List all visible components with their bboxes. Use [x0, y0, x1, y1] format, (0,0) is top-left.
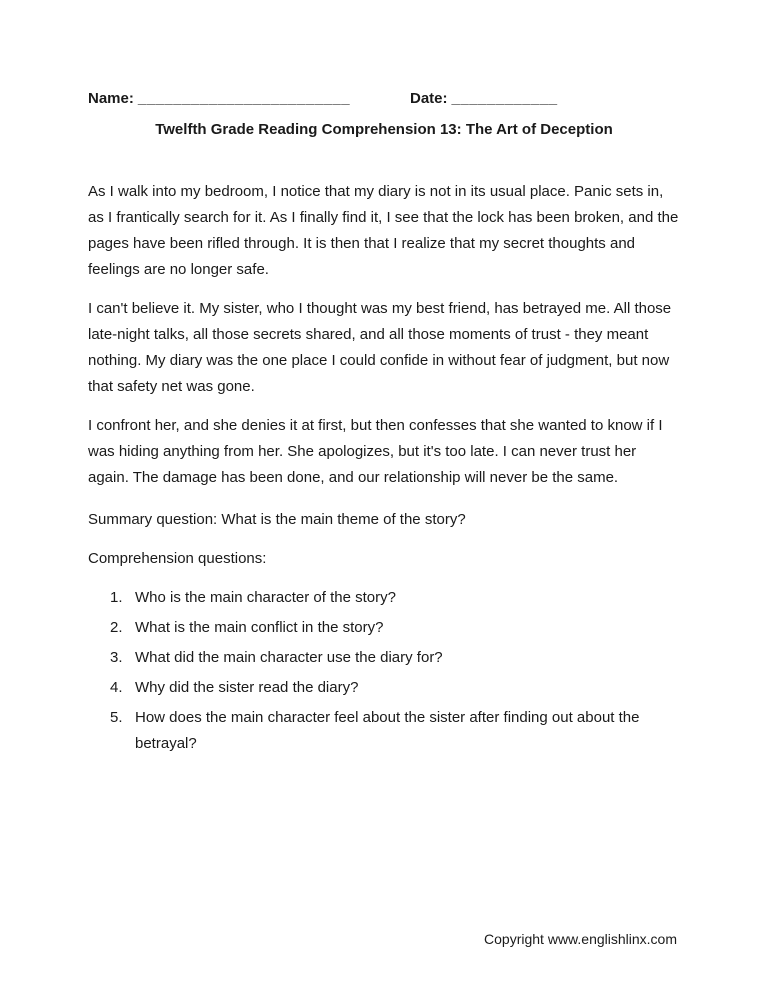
question-number-1: 1. [110, 589, 123, 606]
name-blank-line: ________________________ [137, 90, 351, 107]
question-number-2: 2. [110, 619, 123, 636]
question-item-4 [110, 675, 680, 701]
question-number-3: 3. [110, 649, 123, 666]
question-item-1 [110, 585, 680, 611]
question-number-4: 4. [110, 679, 123, 696]
question-text-3: What did the main character use the diary for? [135, 649, 443, 666]
question-text-1: Who is the main character of the story? [135, 589, 396, 606]
story-paragraph-1: As I walk into my bedroom, I notice that my diary is not in its usual place. Panic sets in, as I frantically search for it. As I finally find it, I see that the lock has been broken, and the pages have been rifled through. It is then that I realize that my secret thoughts and feelings are no longer safe. [88, 183, 679, 278]
question-item-3 [110, 645, 680, 671]
date-label: Date: [410, 90, 448, 107]
name-date-row [88, 90, 680, 107]
question-text-4: Why did the sister read the diary? [135, 679, 359, 696]
copyright-footer: Copyright www.englishlinx.com [484, 931, 677, 947]
name-label: Name: [88, 90, 134, 107]
question-text-5: How does the main character feel about the sister after finding out about the betrayal? [135, 709, 640, 752]
questions-heading: Comprehension questions: [88, 550, 267, 567]
questions-list [88, 585, 680, 757]
date-blank-line: ____________ [451, 90, 558, 107]
story-paragraph-3: I confront her, and she denies it at first, but then confesses that she wanted to know if I was hiding anything from her. She apologizes, but it's too late. I can never trust her again. The damage has been done, and our relationship will never be the same. [88, 417, 663, 486]
question-number-5: 5. [110, 709, 123, 726]
name-field [88, 90, 410, 107]
summary-question: Summary question: What is the main theme of the story? [88, 511, 466, 528]
worksheet-title: Twelfth Grade Reading Comprehension 13: The Art of Deception [155, 121, 613, 138]
question-item-5 [110, 705, 680, 757]
date-field [410, 90, 558, 107]
question-item-2 [110, 615, 680, 641]
story-paragraph-2: I can't believe it. My sister, who I thought was my best friend, has betrayed me. All those late-night talks, all those secrets shared, and all those moments of trust - they meant nothing. My diary was the one place I could confide in without fear of judgment, but now that safety net was gone. [88, 300, 672, 395]
question-text-2: What is the main conflict in the story? [135, 619, 384, 636]
